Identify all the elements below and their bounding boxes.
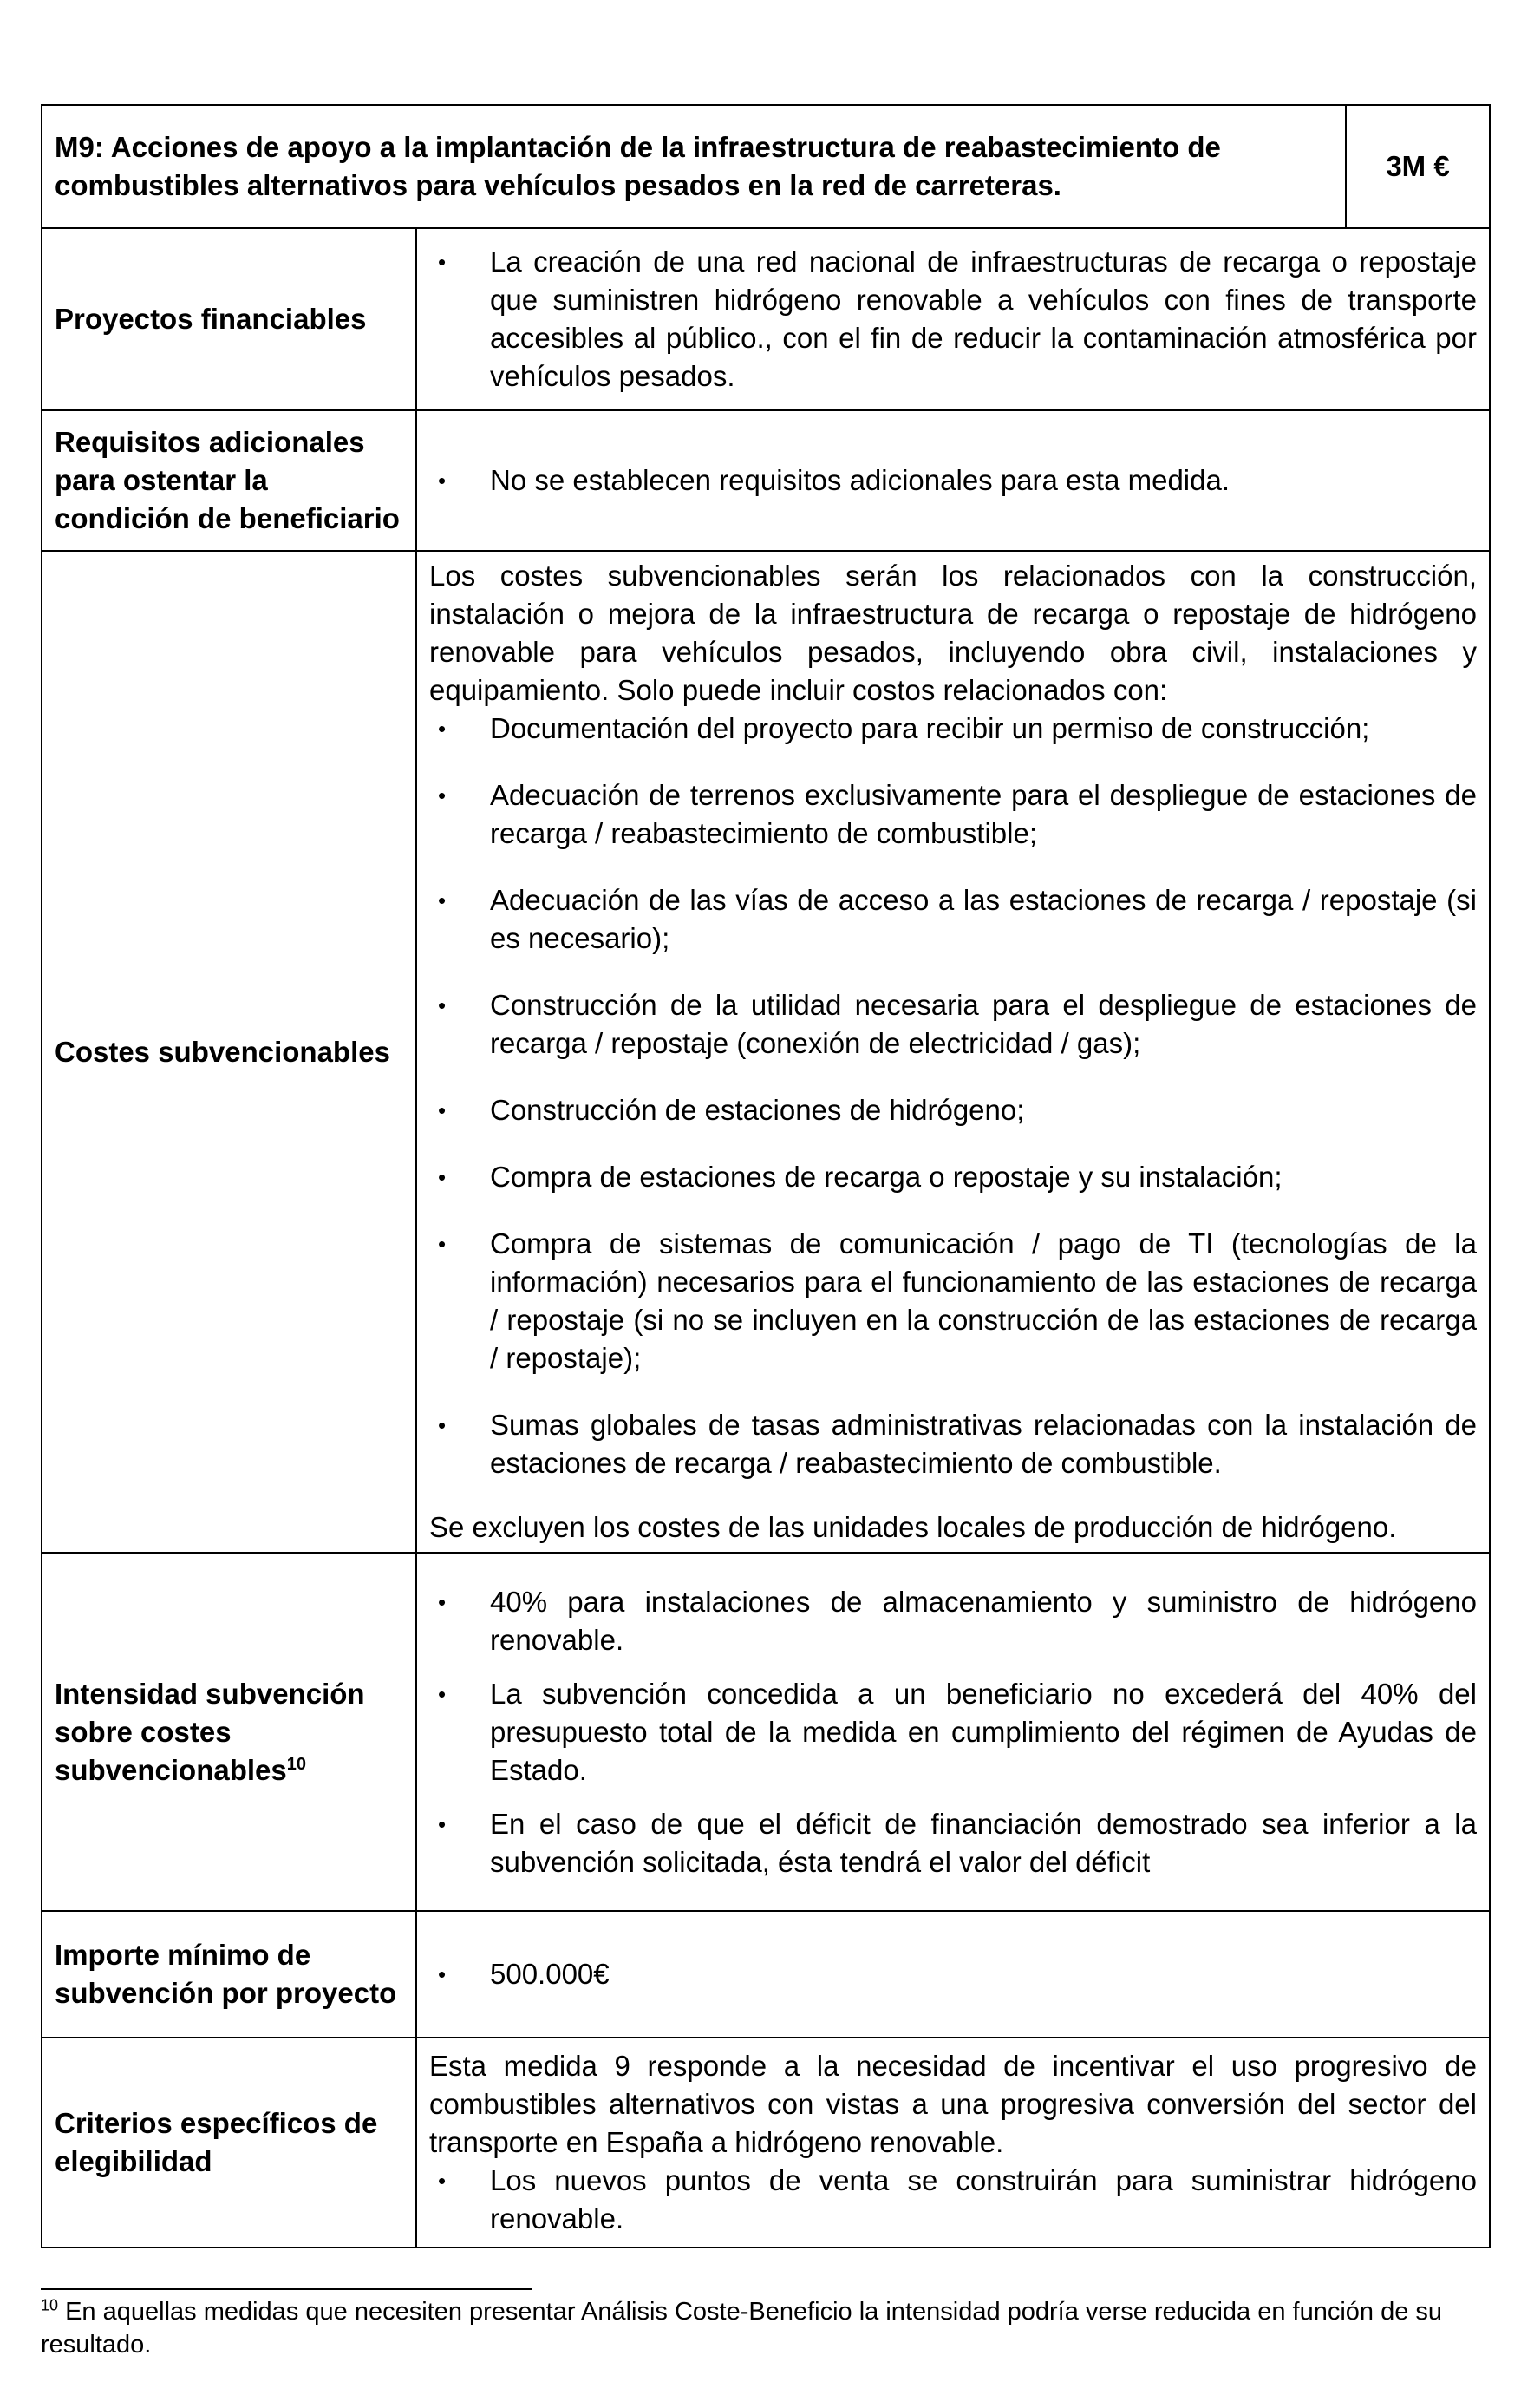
row-label-importe: Importe mínimo de subvención por proyecto <box>42 1911 416 2038</box>
list-item-text: No se establecen requisitos adicionales para esta medida. <box>490 464 1230 496</box>
row-content-intensidad <box>416 1553 1490 1911</box>
list-item-text: Adecuación de las vías de acceso a las estaciones de recarga / repostaje (si es necesario); <box>490 884 1477 954</box>
list-item-text: Compra de estaciones de recarga o repostaje y su instalación; <box>490 1161 1283 1193</box>
bullet-list <box>429 1583 1477 1881</box>
list-item-text: Compra de sistemas de comunicación / pago de TI (tecnologías de la información) necesarios para el funcionamiento de las estaciones de recarga / repostaje (si no se incluyen en la construcción de las estaciones de recarga / repostaje); <box>490 1227 1477 1374</box>
bullet-icon: • <box>438 249 447 275</box>
list-item <box>429 1158 1477 1196</box>
table-row-costes <box>42 551 1490 1553</box>
row-content-requisitos <box>416 410 1490 551</box>
list-item-text: La subvención concedida a un beneficiario no excederá del 40% del presupuesto total de la medida en cumplimiento del régimen de Ayudas de Estado. <box>490 1677 1477 1786</box>
table-row-requisitos <box>42 410 1490 551</box>
costes-intro: Los costes subvencionables serán los relacionados con la construcción, instalación o mejora de la infraestructura de recarga o repostaje de hidrógeno renovable para vehículos pesados, incluyendo obra civil, instalaciones y equipamiento. Solo puede incluir costos relacionados con: <box>429 559 1477 706</box>
bullet-icon: • <box>438 1412 447 1438</box>
measure-table <box>41 104 1491 2248</box>
list-item <box>429 1406 1477 1482</box>
list-item-text: Documentación del proyecto para recibir un permiso de construcción; <box>490 712 1370 744</box>
row-label-proyectos: Proyectos financiables <box>42 228 416 410</box>
row-label-costes: Costes subvencionables <box>42 551 416 1553</box>
bullet-list <box>429 2162 1477 2238</box>
list-item-text: 500.000€ <box>490 1958 610 1990</box>
row-label-requisitos: Requisitos adicionales para ostentar la condición de beneficiario <box>42 410 416 551</box>
list-item <box>429 1225 1477 1377</box>
footnote-number: 10 <box>41 2296 59 2314</box>
list-item-text: 40% para instalaciones de almacenamiento y suministro de hidrógeno renovable. <box>490 1585 1477 1656</box>
bullet-icon: • <box>438 1810 447 1837</box>
row-content-importe <box>416 1911 1490 2038</box>
list-item <box>429 986 1477 1063</box>
bullet-list <box>429 1955 1477 1993</box>
list-item <box>429 2162 1477 2238</box>
criterios-intro: Esta medida 9 responde a la necesidad de incentivar el uso progresivo de combustibles alternativos con vistas a una progresiva conversión del sector del transporte en España a hidrógeno renovable. <box>429 2050 1477 2158</box>
bullet-list <box>429 461 1477 500</box>
bullet-list <box>429 243 1477 396</box>
bullet-icon: • <box>438 782 447 808</box>
measure-amount: 3M € <box>1346 105 1490 228</box>
footnote <box>41 2295 1491 2361</box>
list-item <box>429 881 1477 958</box>
list-item <box>429 1805 1477 1881</box>
list-item <box>429 243 1477 396</box>
list-item-text: En el caso de que el déficit de financiación demostrado sea inferior a la subvención solicitada, ésta tendrá el valor del déficit <box>490 1807 1477 1878</box>
bullet-icon: • <box>438 1231 447 1257</box>
list-item-text: Los nuevos puntos de venta se construirán para suministrar hidrógeno renovable. <box>490 2164 1477 2235</box>
list-item <box>429 461 1477 500</box>
bullet-icon: • <box>438 2168 447 2194</box>
bullet-list <box>429 710 1477 1482</box>
list-item-text: Sumas globales de tasas administrativas relacionadas con la instalación de estaciones de recarga / reabastecimiento de combustible. <box>490 1409 1477 1479</box>
list-item-text: La creación de una red nacional de infraestructuras de recarga o repostaje que suministren hidrógeno renovable a vehículos con fines de transporte accesibles al público., con el fin de reducir la contaminación atmosférica por vehículos pesados. <box>490 245 1477 392</box>
footnote-separator <box>41 2288 532 2290</box>
row-content-proyectos <box>416 228 1490 410</box>
row-label-criterios: Criterios específicos de elegibilidad <box>42 2038 416 2248</box>
table-row-criterios <box>42 2038 1490 2248</box>
list-item <box>429 1955 1477 1993</box>
row-label-intensidad <box>42 1553 416 1911</box>
bullet-icon: • <box>438 1588 447 1615</box>
row-label-intensidad-text: Intensidad subvención sobre costes subvencionables <box>55 1677 365 1786</box>
bullet-icon: • <box>438 1680 447 1707</box>
list-item-text: Adecuación de terrenos exclusivamente para el despliegue de estaciones de recarga / reabastecimiento de combustible; <box>490 779 1477 849</box>
bullet-icon: • <box>438 1097 447 1123</box>
table-row-proyectos <box>42 228 1490 410</box>
bullet-icon: • <box>438 1164 447 1190</box>
bullet-icon: • <box>438 992 447 1018</box>
list-item <box>429 1583 1477 1659</box>
list-item <box>429 776 1477 853</box>
bullet-icon: • <box>438 1961 447 1987</box>
bullet-icon: • <box>438 716 447 742</box>
row-content-criterios <box>416 2038 1490 2248</box>
table-row-intensidad <box>42 1553 1490 1911</box>
list-item <box>429 1091 1477 1129</box>
bullet-icon: • <box>438 468 447 494</box>
costes-closing: Se excluyen los costes de las unidades locales de producción de hidrógeno. <box>429 1511 1397 1543</box>
footnote-reference: 10 <box>286 1754 307 1774</box>
table-row-importe <box>42 1911 1490 2038</box>
list-item-text: Construcción de estaciones de hidrógeno; <box>490 1094 1025 1126</box>
footnote-text: En aquellas medidas que necesiten presentar Análisis Coste-Beneficio la intensidad podría verse reducida en función de su resultado. <box>41 2298 1443 2359</box>
list-item <box>429 1675 1477 1790</box>
table-header-row <box>42 105 1490 228</box>
list-item-text: Construcción de la utilidad necesaria para el despliegue de estaciones de recarga / repostaje (conexión de electricidad / gas); <box>490 989 1477 1059</box>
bullet-icon: • <box>438 887 447 913</box>
measure-title: M9: Acciones de apoyo a la implantación de la infraestructura de reabastecimiento de combustibles alternativos para vehículos pesados en la red de carreteras. <box>42 105 1346 228</box>
list-item <box>429 710 1477 748</box>
row-content-costes <box>416 551 1490 1553</box>
